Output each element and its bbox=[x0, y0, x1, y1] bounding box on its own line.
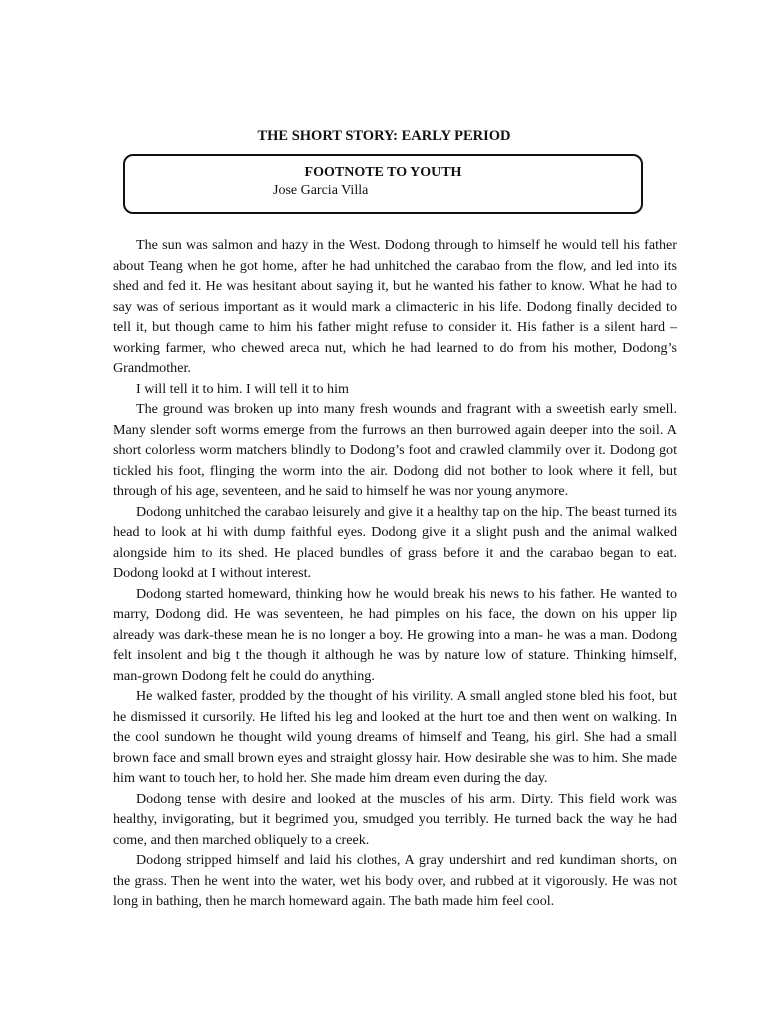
paragraph: The ground was broken up into many fresh wounds and fragrant with a sweetish early smell. Many slender soft worms emerge from the furrows an then burrowed again deeper into the soil. A short colorless worm matchers blindly to Dodong’s foot and crawled clammily over it. Dodong got tickled his foot, flinging the worm into the air. Dodong did not bother to look where it fell, but through of his age, seventeen, and he said to himself he was nor young anymore. bbox=[113, 401, 677, 499]
page-heading: THE SHORT STORY: EARLY PERIOD bbox=[257, 128, 511, 144]
paragraph: Dodong unhitched the carabao leisurely and give it a healthy tap on the hip. The beast turned its head to look at hi with dump faithful eyes. Dodong give it a slight push and the animal walked alongside him to its shed. He placed bundles of grass before it and the carabao began to eat. Dodong lookd at I without interest. bbox=[113, 503, 677, 581]
story-body bbox=[113, 235, 677, 912]
story-title: FOOTNOTE TO YOUTH bbox=[304, 165, 462, 180]
paragraph: He walked faster, prodded by the thought of his virility. A small angled stone bled his foot, but he dismissed it cursorily. He lifted his leg and looked at the hurt toe and then went on walking. In the cool sundown he thought wild young dreams of himself and Teang, his girl. She had a small brown face and small brown eyes and straight glossy hair. How desirable she was to him. She made him want to touch her, to hold her. She made him dream even during the day. bbox=[113, 688, 677, 786]
paragraph: Dodong stripped himself and laid his clothes, A gray undershirt and red kundiman shorts, on the grass. Then he went into the water, wet his body over, and rubbed at it vigorously. He was not long in bathing, then he march homeward again. The bath made him feel cool. bbox=[113, 852, 677, 909]
paragraph: The sun was salmon and hazy in the West. Dodong through to himself he would tell his father about Teang when he got home, after he had unhitched the carabao from the flow, and led into its shed and fed it. He was hesitant about saying it, but he wanted his father to know. What he had to say was of serious important as it would mark a climacteric in his life. Dodong finally decided to tell it, but though came to him his father might refuse to consider it. His father is a silent hard – working farmer, who chewed areca nut, which he had learned to do from his mother, Dodong’s Grandmother. bbox=[113, 237, 677, 376]
paragraph: Dodong started homeward, thinking how he would break his news to his father. He wanted to marry, Dodong did. He was seventeen, he had pimples on his face, the down on his upper lip already was dark-these mean he is no longer a boy. He growing into a man- he was a man. Dodong felt insolent and big t the though it although he was by nature low of stature. Thinking himself, man-grown Dodong felt he could do anything. bbox=[113, 585, 677, 684]
story-title-box bbox=[123, 154, 643, 214]
story-author: Jose Garcia Villa bbox=[273, 183, 369, 198]
paragraph: I will tell it to him. I will tell it to him bbox=[136, 380, 349, 397]
paragraph: Dodong tense with desire and looked at the muscles of his arm. Dirty. This field work was healthy, invigorating, but it begrimed you, smudged you terribly. He turned back the way he had come, and then marched obliquely to a creek. bbox=[113, 790, 677, 848]
